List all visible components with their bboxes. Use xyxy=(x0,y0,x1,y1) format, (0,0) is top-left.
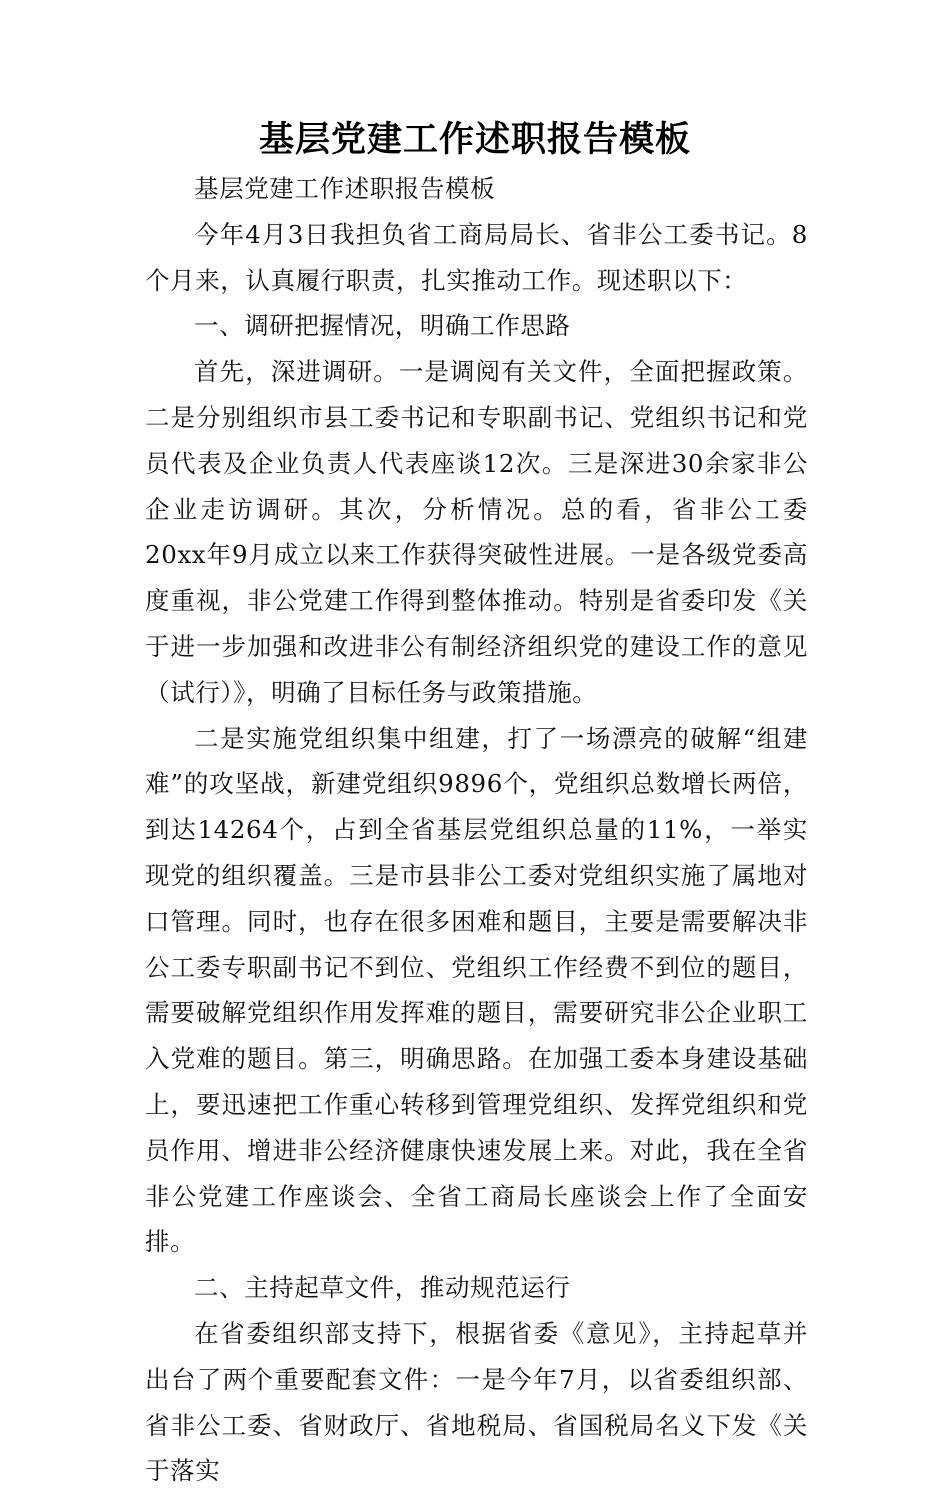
subtitle-paragraph: 基层党建工作述职报告模板 xyxy=(194,174,496,203)
document-title: 基层党建工作述职报告模板 xyxy=(258,120,691,160)
body-paragraph: 首先，深进调研。一是调阅有关文件，全面把握政策。二是分别组织市县工委书记和专职副书记、党组织书记和党员代表及企业负责人代表座谈12次。三是深进30余家非公企业走访调研。其次，分析情况。总的看，省非公工委20xx年9月成立以来工作获得突破性进展。一是各级党委高度重视，非公党建工作得到整体推动。特别是省委印发《关于进一步加强和改进非公有制经济组织党的建设工作的意见（试行）》，明确了目标任务与政策措施。 xyxy=(145,357,808,707)
document-body xyxy=(145,166,808,1494)
section-heading-2: 二、主持起草文件，推动规范运行 xyxy=(194,1273,571,1303)
body-paragraph: 在省委组织部支持下，根据省委《意见》，主持起草并出台了两个重要配套文件：一是今年7月，以省委组织部、省非公工委、省财政厅、省地税局、省国税局名义下发《关于落实 xyxy=(145,1318,808,1486)
body-paragraph: 二是实施党组织集中组建，打了一场漂亮的破解“组建难”的攻坚战，新建党组织9896个，党组织总数增长两倍，到达14264个，占到全省基层党组织总量的11%，一举实现党的组织覆盖。三是市县非公工委对党组织实施了属地对口管理。同时，也存在很多困难和题目，主要是需要解决非公工委专职副书记不到位、党组织工作经费不到位的题目，需要破解党组织作用发挥难的题目，需要研究非公企业职工入党难的题目。第三，明确思路。在加强工委本身建设基础上，要迅速把工作重心转移到管理党组织、发挥党组织和党员作用、增进非公经济健康快速发展上来。对此，我在全省非公党建工作座谈会、全省工商局长座谈会上作了全面安排。 xyxy=(145,723,808,1257)
intro-paragraph: 今年4月3日我担负省工商局局长、省非公工委书记。8个月来，认真履行职责，扎实推动工作。现述职以下： xyxy=(145,219,808,295)
section-heading-1: 一、调研把握情况，明确工作思路 xyxy=(194,311,571,341)
